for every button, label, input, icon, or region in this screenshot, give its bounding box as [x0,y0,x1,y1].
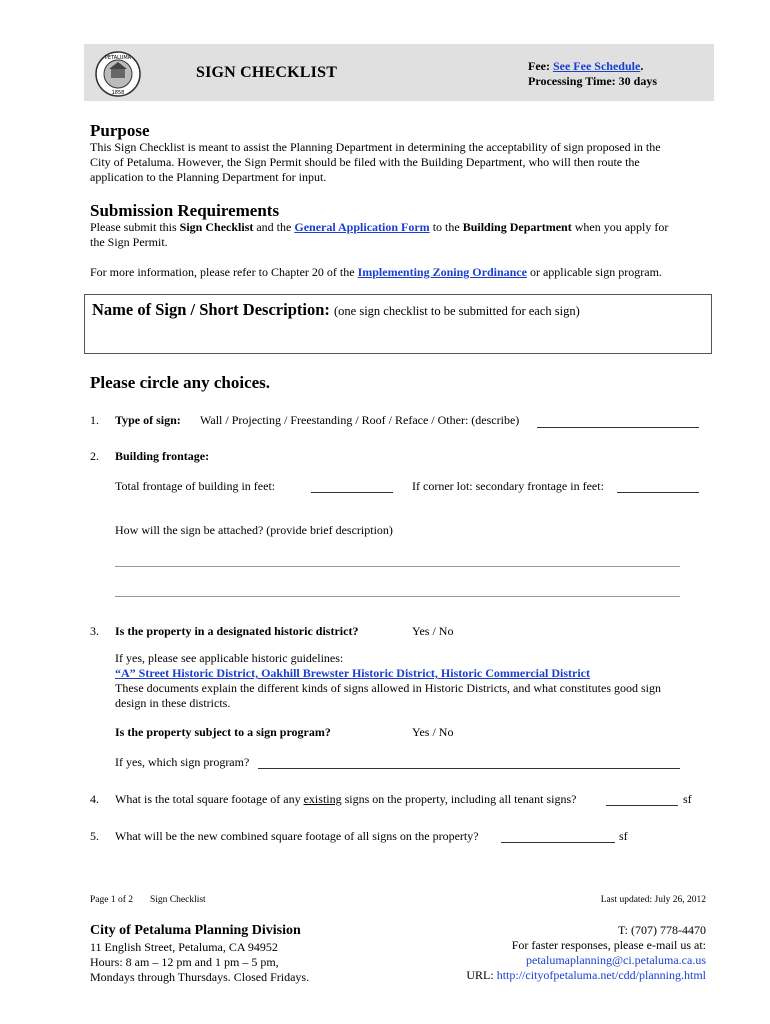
processing-time: Processing Time: 30 days [528,74,658,88]
footer-contact-block: T: (707) 778-4470 For faster responses, please e-mail us at: petalumaplanning@ci.petaluma.ca.us URL: http://cityofpetaluma.net/cdd/planning.html [466,923,706,982]
sign-name-field[interactable]: Name of Sign / Short Description: (one sign checklist to be submitted for each sign) [84,294,712,354]
q3-program-yes-no[interactable]: Yes / No [412,725,454,739]
q2-number: 2. [90,449,99,463]
q4-text: What is the total square footage of any existing signs on the property, including all tenant signs? [115,792,577,806]
q1-number: 1. [90,413,99,427]
q2-attach-line-1[interactable] [115,566,680,567]
fee-schedule-link[interactable]: See Fee Schedule [552,59,641,73]
q5-unit: sf [619,829,628,843]
purpose-text: This Sign Checklist is meant to assist the Planning Department in determining the acceptability of sign proposed in the City of Petaluma. However, the Sign Permit should be filed with the Building Department, who will then route the application to the Planning Department for input. [90,140,661,184]
q3-docs-text: These documents explain the different kinds of signs allowed in Historic Districts, and what constitutes good sign design in these districts. [115,681,662,710]
submission-text: Please submit this Sign Checklist and the General Application Form to the Building Department when you apply for the Sign Permit. [90,220,669,249]
q2-total-label: Total frontage of building in feet: [115,479,276,493]
q2-corner-label: If corner lot: secondary frontage in feet: [412,479,604,493]
q1-options[interactable]: Wall / Projecting / Freestanding / Roof / Reface / Other: (describe) [200,413,520,427]
q4-field[interactable] [606,805,678,806]
q2-attach-line-2[interactable] [115,596,680,597]
q3-which-field[interactable] [258,768,680,769]
q5-text: What will be the new combined square footage of all signs on the property? [115,829,479,843]
q2-corner-field[interactable] [617,492,699,493]
q2-total-field[interactable] [311,492,393,493]
q4-unit: sf [683,792,692,806]
city-seal-logo [93,51,143,97]
zoning-ordinance-link[interactable]: Implementing Zoning Ordinance [357,265,527,279]
q5-number: 5. [90,829,99,843]
q5-field[interactable] [501,842,615,843]
q4-number: 4. [90,792,99,806]
q3-label: Is the property in a designated historic district? [115,624,359,638]
q3-yes-no[interactable]: Yes / No [412,624,454,638]
choices-heading: Please circle any choices. [90,373,271,392]
submission-heading: Submission Requirements [90,201,280,220]
fee-info: Fee: See Fee Schedule. Processing Time: 30 days [528,59,658,88]
doc-name: Sign Checklist [150,895,206,905]
q3-ifyes: If yes, please see applicable historic guidelines: [115,651,344,665]
q2-label: Building frontage: [115,449,210,463]
q1-describe-line[interactable] [537,427,699,428]
footer-phone: T: (707) 778-4470 [617,923,706,937]
svg-text:1858: 1858 [111,90,125,96]
footer-org: City of Petaluma Planning Division [90,923,301,938]
last-updated: Last updated: July 26, 2012 [600,895,706,905]
q1-label: Type of sign: [115,413,181,427]
page-number: Page 1 of 2 [90,895,134,905]
footer-url-link[interactable]: http://cityofpetaluma.net/cdd/planning.html [496,968,706,982]
footer-address-block: 11 English Street, Petaluma, CA 94952 Hours: 8 am – 12 pm and 1 pm – 5 pm, Mondays through Thursdays. Closed Fridays. [90,940,310,984]
historic-district-links[interactable]: “A” Street Historic District, Oakhill Brewster Historic District, Historic Commercial District [115,666,590,680]
svg-text:PETALUMA: PETALUMA [104,55,132,61]
q2-attach-label: How will the sign be attached? (provide brief description) [115,523,393,537]
general-application-form-link[interactable]: General Application Form [294,220,430,234]
q3-number: 3. [90,624,99,638]
page-title: SIGN CHECKLIST [196,64,338,81]
purpose-heading: Purpose [90,121,150,140]
q3-program-label: Is the property subject to a sign program? [115,725,331,739]
footer-email-link[interactable]: petalumaplanning@ci.petaluma.ca.us [526,953,706,967]
more-info-text: For more information, please refer to Chapter 20 of the Implementing Zoning Ordinance or applicable sign program. [90,265,662,279]
q3-which-label: If yes, which sign program? [115,755,250,769]
